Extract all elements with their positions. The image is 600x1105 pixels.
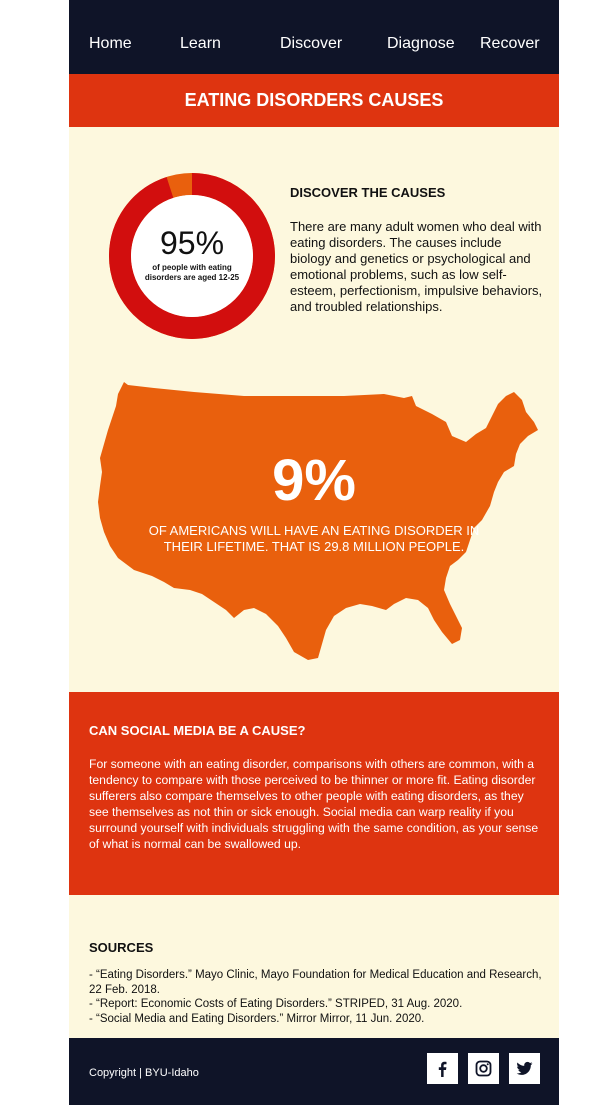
- nav-recover[interactable]: Recover: [480, 35, 540, 52]
- footer: [69, 1038, 559, 1105]
- facebook-button[interactable]: [427, 1053, 458, 1084]
- donut-percentage: 95%: [159, 225, 225, 261]
- source-item: - “Eating Disorders.” Mayo Clinic, Mayo Foundation for Medical Education and Research, 22 Feb. 2018.: [89, 969, 542, 996]
- us-map-shape: [98, 382, 538, 660]
- source-item: - “Social Media and Eating Disorders.” Mirror Mirror, 11 Jun. 2020.: [89, 1012, 425, 1025]
- nav-home[interactable]: Home: [89, 35, 132, 52]
- top-nav: [69, 0, 559, 74]
- us-stat-percentage: 9%: [272, 448, 356, 513]
- causes-section: [69, 127, 559, 692]
- nav-learn[interactable]: Learn: [180, 35, 221, 52]
- copyright-text: Copyright | BYU-Idaho: [89, 1067, 199, 1079]
- nav-discover[interactable]: Discover: [280, 35, 343, 52]
- page: [69, 0, 559, 1105]
- source-item: - “Report: Economic Costs of Eating Disorders.” STRIPED, 31 Aug. 2020.: [89, 998, 463, 1010]
- donut-label: [109, 173, 275, 339]
- sources-list: [89, 968, 544, 1026]
- instagram-button[interactable]: [468, 1053, 499, 1084]
- discover-heading: DISCOVER THE CAUSES: [290, 185, 446, 200]
- sources-section: [69, 895, 559, 1038]
- sources-heading: SOURCES: [89, 940, 154, 955]
- facebook-icon: [434, 1060, 451, 1077]
- us-map-graphic: [94, 382, 544, 662]
- page-title-banner: [69, 74, 559, 127]
- donut-caption: of people with eating disorders are aged 12-25: [144, 263, 240, 282]
- social-media-heading: CAN SOCIAL MEDIA BE A CAUSE?: [89, 723, 306, 738]
- instagram-icon: [475, 1060, 492, 1077]
- discover-paragraph: There are many adult women who deal with eating disorders. The causes include biology and genetics or psychological and emotional problems, such as low self-esteem, perfectionism, impulsive behaviors, and troubled relationships.: [290, 219, 543, 314]
- us-stat-text: OF AMERICANS WILL HAVE AN EATING DISORDER IN THEIR LIFETIME. THAT IS 29.8 MILLION PEOPLE.: [148, 523, 480, 554]
- social-media-paragraph: For someone with an eating disorder, comparisons with others are common, with a tendency to compare with those perceived to be thinner or more fit. Eating disorder sufferers also compare themselves to other people with eating disorders, as they see themselves as not thin or sick enough. Social media can warp reality if you surround yourself with individuals struggling with the same condition, as your sense of what is normal can be swallowed up.: [89, 757, 539, 851]
- twitter-button[interactable]: [509, 1053, 540, 1084]
- twitter-icon: [516, 1060, 533, 1077]
- nav-diagnose[interactable]: Diagnose: [387, 35, 455, 52]
- social-media-section: [69, 692, 559, 895]
- page-title: EATING DISORDERS CAUSES: [184, 90, 444, 110]
